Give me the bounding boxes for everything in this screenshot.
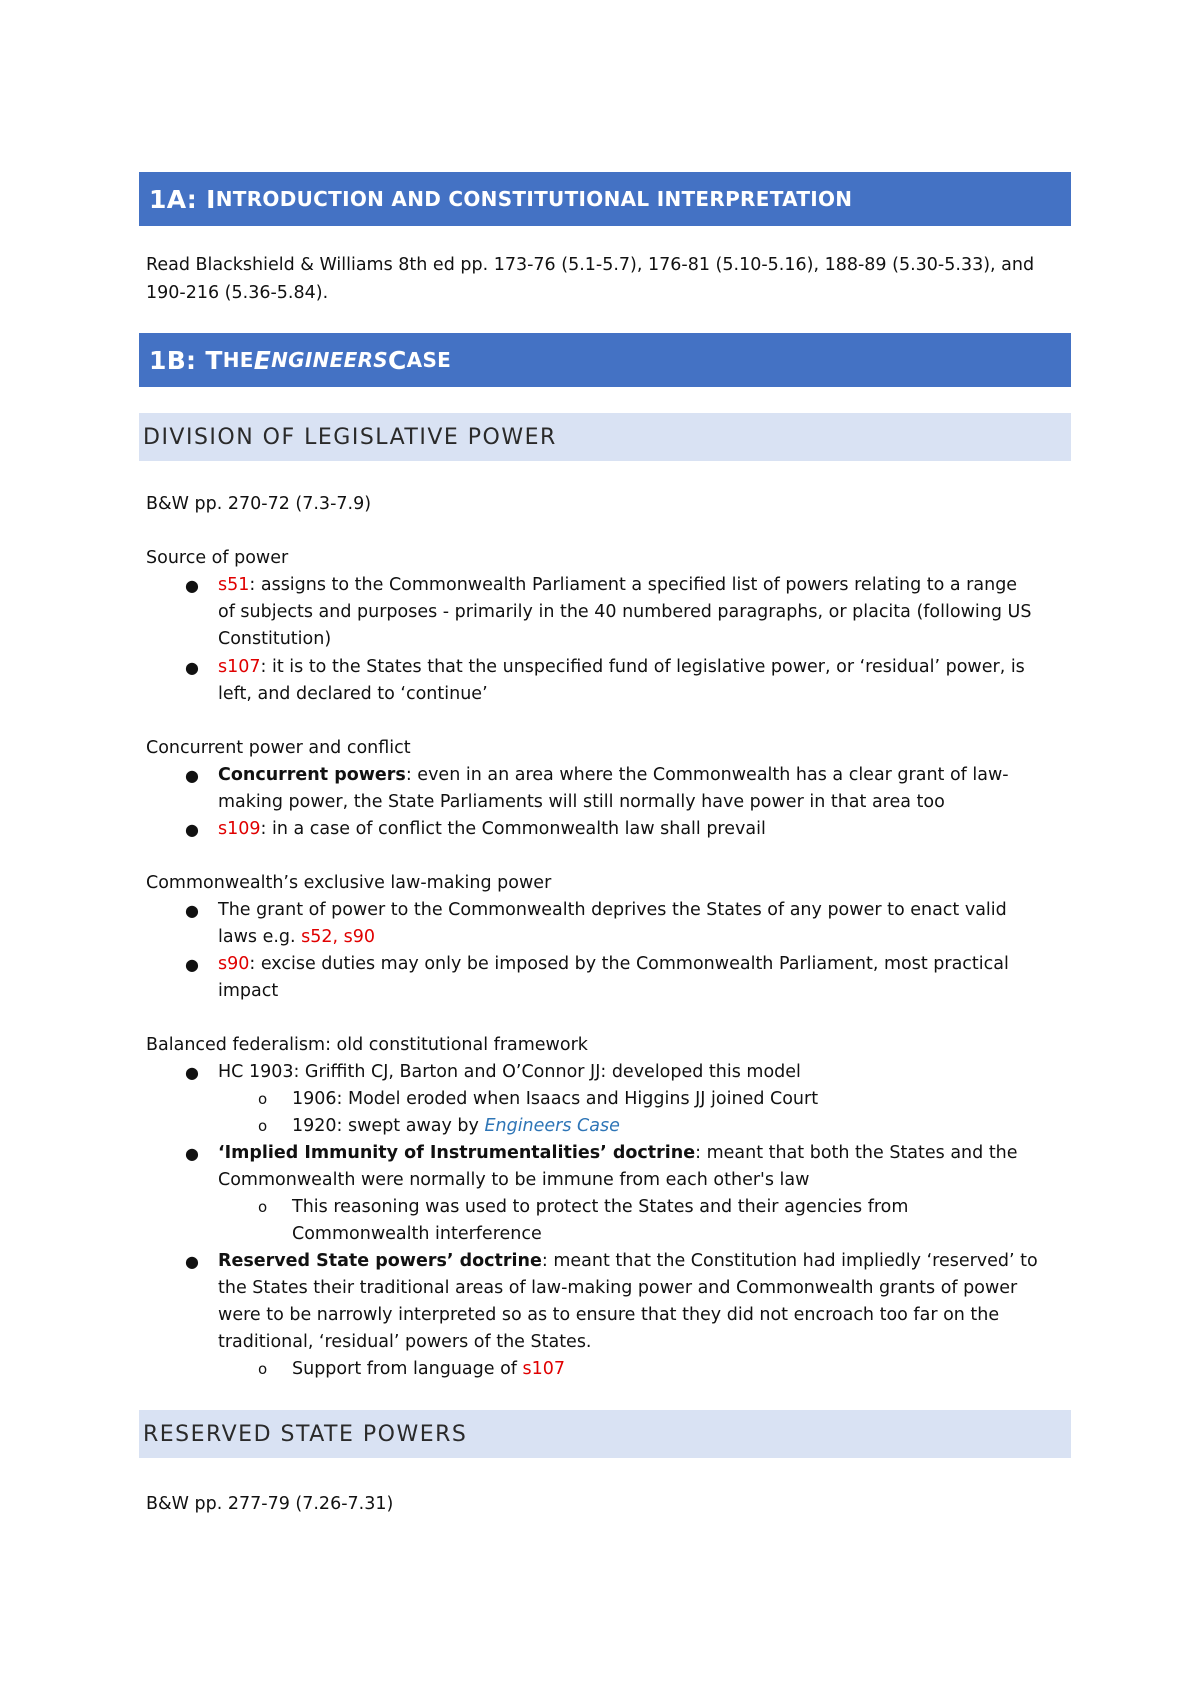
s109-line xyxy=(218,816,766,843)
s107-ref: s107 xyxy=(522,1359,566,1379)
exclusive-label: Commonwealth’s exclusive law-making power xyxy=(146,873,552,893)
implied-text: : meant that both the States and the xyxy=(695,1143,1018,1163)
reserved-reference: B&W pp. 277-79 (7.26-7.31) xyxy=(146,1494,394,1514)
s90-line-1 xyxy=(218,951,1009,978)
reserved-bold: Reserved State powers’ doctrine xyxy=(218,1251,542,1271)
s109-text: : in a case of conflict the Commonwealth law shall prevail xyxy=(260,819,766,839)
implied-line-2: Commonwealth were normally to be immune from each other's law xyxy=(218,1170,810,1190)
support-text: Support from language of xyxy=(292,1359,523,1379)
s107-ref: s107 xyxy=(218,657,261,677)
heading-1a-initial: I xyxy=(206,184,216,214)
s51-line-2: of subjects and purposes - primarily in the 40 numbered paragraphs, or placita (following US xyxy=(218,602,1032,622)
reserved-line-1 xyxy=(218,1248,1038,1275)
s90-ref: s90 xyxy=(218,954,250,974)
concurrent-line-1 xyxy=(218,762,1009,789)
source-of-power-label: Source of power xyxy=(146,548,289,568)
heading-1b-c: C xyxy=(388,345,407,375)
s107-line-2: left, and declared to ‘continue’ xyxy=(218,684,488,704)
s107-line-1 xyxy=(218,654,1025,681)
division-reference: B&W pp. 270-72 (7.3-7.9) xyxy=(146,494,372,514)
implied-sub-line-1: This reasoning was used to protect the States and their agencies from xyxy=(292,1197,909,1217)
s51-text: : assigns to the Commonwealth Parliament a specified list of powers relating to a range xyxy=(249,575,1018,595)
heading-1a-number: 1A: xyxy=(149,184,198,214)
subheading-division: DIVISION OF LEGISLATIVE POWER xyxy=(139,413,1071,461)
heading-1a xyxy=(139,172,1071,226)
s52-s90-ref: s52, s90 xyxy=(301,927,376,947)
circle-bullet-icon: o xyxy=(258,1360,268,1378)
circle-bullet-icon: o xyxy=(258,1117,268,1135)
bullet-icon: ● xyxy=(185,1144,199,1163)
bullet-icon: ● xyxy=(185,955,199,974)
s90-text: : excise duties may only be imposed by the Commonwealth Parliament, most practical xyxy=(249,954,1009,974)
implied-sub-line-2: Commonwealth interference xyxy=(292,1224,542,1244)
bullet-icon: ● xyxy=(185,820,199,839)
reserved-text: : meant that the Constitution had impliedly ‘reserved’ to xyxy=(541,1251,1038,1271)
reserved-line-2: the States their traditional areas of law-making power and Commonwealth grants of power xyxy=(218,1278,1018,1298)
s107-text: : it is to the States that the unspecified fund of legislative power, or ‘residual’ power, is xyxy=(260,657,1025,677)
bullet-icon: ● xyxy=(185,1063,199,1082)
heading-1b-ase: ASE xyxy=(406,348,452,372)
concurrent-line-2: making power, the State Parliaments will still normally have power in that area too xyxy=(218,792,945,812)
implied-line-1 xyxy=(218,1140,1018,1167)
circle-bullet-icon: o xyxy=(258,1090,268,1108)
bullet-icon: ● xyxy=(185,658,199,677)
bullet-icon: ● xyxy=(185,576,199,595)
sub-1906-line: 1906: Model eroded when Isaacs and Higgins JJ joined Court xyxy=(292,1089,819,1109)
exclusive-line-2 xyxy=(218,924,375,951)
implied-bold: ‘Implied Immunity of Instrumentalities’ doctrine xyxy=(218,1143,696,1163)
sub-1920-line xyxy=(292,1113,620,1140)
heading-1b-t: T xyxy=(205,345,223,375)
s109-ref: s109 xyxy=(218,819,261,839)
reserved-line-3: were to be narrowly interpreted so as to ensure that they did not encroach too far on the xyxy=(218,1305,1000,1325)
bullet-icon: ● xyxy=(185,766,199,785)
heading-1b-number: 1B: xyxy=(149,345,197,375)
concurrent-bold: Concurrent powers xyxy=(218,765,406,785)
support-line xyxy=(292,1356,565,1383)
concurrent-text: : even in an area where the Commonwealth has a clear grant of law- xyxy=(405,765,1009,785)
hc-1903-line: HC 1903: Griffith CJ, Barton and O’Connor JJ: developed this model xyxy=(218,1062,801,1082)
heading-1b-ngineers: NGINEERS xyxy=(271,348,389,372)
balanced-label: Balanced federalism: old constitutional framework xyxy=(146,1035,588,1055)
reading-line-2: 190-216 (5.36-5.84). xyxy=(146,283,329,303)
s51-line-1 xyxy=(218,572,1017,599)
bullet-icon: ● xyxy=(185,1252,199,1271)
circle-bullet-icon: o xyxy=(258,1198,268,1216)
s51-line-3: Constitution) xyxy=(218,629,332,649)
heading-1a-title: NTRODUCTION AND CONSTITUTIONAL INTERPRETATION xyxy=(215,187,853,211)
heading-1b-he: HE xyxy=(222,348,254,372)
concurrent-label: Concurrent power and conflict xyxy=(146,738,411,758)
engineers-case-link[interactable]: Engineers Case xyxy=(484,1116,620,1136)
bullet-icon: ● xyxy=(185,901,199,920)
exclusive-text: laws e.g. xyxy=(218,927,302,947)
reading-line-1: Read Blackshield & Williams 8th ed pp. 173-76 (5.1-5.7), 176-81 (5.10-5.16), 188-89 (5.30-5.33), and xyxy=(146,255,1035,275)
s90-line-2: impact xyxy=(218,981,279,1001)
heading-1b-e: E xyxy=(253,345,272,375)
heading-1b xyxy=(139,333,1071,387)
s51-ref: s51 xyxy=(218,575,250,595)
sub-1920-text: 1920: swept away by xyxy=(292,1116,485,1136)
subheading-reserved: RESERVED STATE POWERS xyxy=(139,1410,1071,1458)
exclusive-line-1: The grant of power to the Commonwealth deprives the States of any power to enact valid xyxy=(218,900,1007,920)
reserved-line-4: traditional, ‘residual’ powers of the States. xyxy=(218,1332,592,1352)
